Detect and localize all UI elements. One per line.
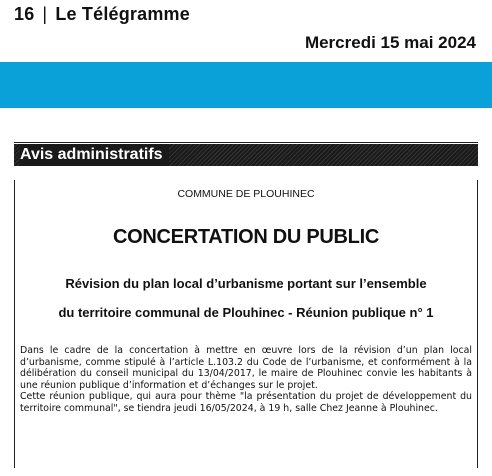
color-band bbox=[0, 62, 492, 108]
notice-frame bbox=[14, 180, 478, 468]
header-separator: | bbox=[42, 4, 48, 24]
section-divider bbox=[14, 142, 478, 143]
notice-title: CONCERTATION DU PUBLIC bbox=[113, 226, 379, 248]
page-number: 16 bbox=[14, 4, 35, 24]
publication-name: Le Télégramme bbox=[55, 4, 190, 24]
notice-body bbox=[20, 345, 472, 415]
notice-subtitle-line2: du territoire communal de Plouhinec - Réunion publique n° 1 bbox=[58, 305, 434, 320]
notice-paragraph-1: Dans le cadre de la concertation à mettre en œuvre lors de la révision d’un plan local d’urbanisme, comme stipulé à l’article L.103.2 du Code de l’urbanisme, et conformément à la délibération du conseil municipal du 13/04/2017, le maire de Plouhinec convie les habitants à une réunion publique d’information et d’échanges sur le projet. bbox=[20, 345, 472, 391]
issue-date: Mercredi 15 mai 2024 bbox=[304, 33, 476, 52]
notice-subtitle-line1: Révision du plan local d’urbanisme portant sur l’ensemble bbox=[65, 276, 427, 291]
notice-commune: COMMUNE DE PLOUHINEC bbox=[177, 188, 315, 200]
section-title: Avis administratifs bbox=[20, 144, 169, 166]
notice-paragraph-2: Cette réunion publique, qui aura pour thème "la présentation du projet de développement du territoire communal", se tiendra jeudi 16/05/2024, à 19 h, salle Chez Jeanne à Plouhinec. bbox=[20, 391, 472, 414]
page-header bbox=[14, 4, 190, 25]
